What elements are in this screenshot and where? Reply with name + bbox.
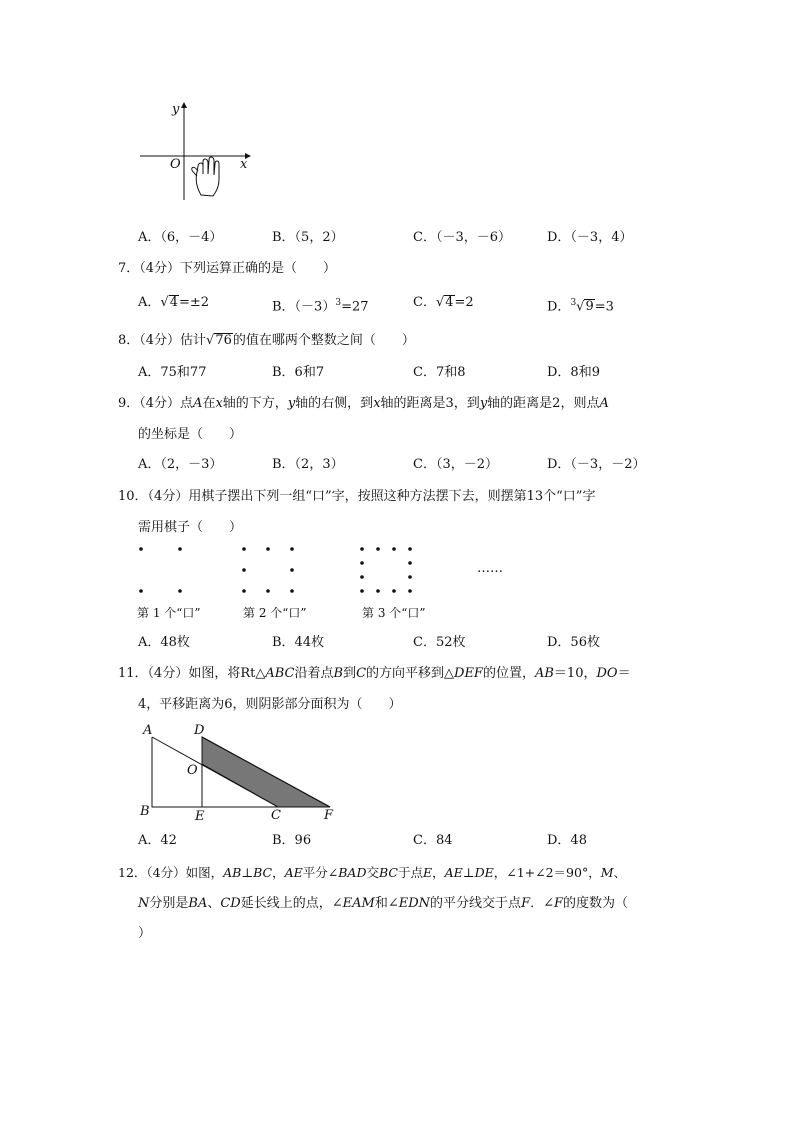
q7-d-radicand: 9 (585, 299, 594, 315)
q11-part: DO (596, 666, 618, 681)
q9-option-d[interactable]: D．（－3，－2） (547, 457, 646, 472)
dot (360, 575, 364, 579)
dot (139, 547, 143, 551)
q7-d-rest: =3 (594, 299, 614, 315)
q12-part: F (554, 896, 564, 911)
dot (139, 589, 143, 593)
q9-part: y (287, 396, 296, 411)
y-axis-label: y (172, 102, 180, 117)
q10-stem-line1: 10．（4分）用棋子摆出下列一组“口”字，按照这种方法摆下去，则摆第13个“口”字 (118, 489, 596, 504)
q8-option-b[interactable]: B．6和7 (272, 365, 325, 380)
q12-part: ， (432, 865, 445, 880)
q12-part: 交 (366, 865, 379, 880)
q11-option-a[interactable]: A．42 (138, 833, 177, 848)
q11-option-c[interactable]: C．84 (413, 833, 453, 848)
q8-stem-post: 的值在哪两个整数之间（ ） (232, 333, 415, 348)
q7-d-letter: D． (547, 299, 571, 315)
q8-radicand: 76 (215, 333, 232, 348)
label-b: B (140, 804, 150, 819)
dot (360, 561, 364, 565)
q10-stem-line2: 需用棋子（ ） (138, 520, 243, 535)
q11-stem-line2: 4，平移距离为6，则阴影部分面积为（ ） (138, 697, 402, 712)
q12-part: F (521, 896, 531, 911)
q12-part: ⊥ (241, 865, 254, 880)
q12-part: EDN (398, 896, 431, 911)
sqrt-sign-icon: √ (160, 295, 169, 310)
q12-part: ，∠1+∠2＝90°， (493, 865, 601, 880)
q9-stem-line2: 的坐标是（ ） (138, 427, 243, 442)
q7-option-d[interactable] (547, 295, 614, 315)
q12-part: EAM (342, 896, 375, 911)
q12-part: BA (188, 896, 208, 911)
q10-option-a[interactable]: A．48枚 (138, 635, 190, 650)
q6-option-d[interactable]: D．（－3，4） (547, 230, 633, 245)
q12-part: E (423, 865, 433, 880)
q11-part: AB (534, 666, 554, 681)
dot (242, 589, 246, 593)
q11-option-b[interactable]: B．96 (272, 833, 312, 848)
q9-part: x (373, 396, 381, 411)
q12-part: 于点 (397, 865, 423, 880)
q6-option-c[interactable]: C．（－3，－6） (413, 230, 511, 245)
q7-option-b[interactable] (272, 295, 369, 315)
q12-part: 延长线上的点，∠ (240, 896, 343, 911)
q11-part: 11．（4分）如图，将Rt△ (118, 666, 266, 681)
q8-stem (118, 333, 415, 349)
q8-option-d[interactable]: D．8和9 (547, 365, 600, 380)
q7-c-radicand: 4 (445, 295, 454, 310)
dot (392, 547, 396, 551)
origin-label: O (170, 157, 181, 172)
q11-part: 沿着点 (294, 666, 334, 681)
q9-part: 轴的下方， (222, 396, 288, 411)
q8-stem-pre: 8．（4分）估计 (118, 333, 207, 348)
q10-dot-pattern (135, 543, 435, 603)
q6-option-b[interactable]: B．（5，2） (272, 230, 344, 245)
q12-part: ， (272, 865, 285, 880)
q12-part: N (138, 896, 150, 911)
pattern-2 (242, 547, 294, 593)
dot (408, 575, 412, 579)
q7-a-rest: =±2 (178, 295, 210, 310)
q9-option-b[interactable]: B．（2，3） (272, 457, 344, 472)
pattern-1 (139, 547, 182, 593)
label-c: C (271, 808, 281, 823)
q7-b-exponent: 3 (335, 298, 342, 308)
q11-stem-line1 (118, 666, 631, 682)
dot (392, 589, 396, 593)
q7-b-rest: =27 (341, 299, 369, 315)
x-axis-label: x (240, 157, 248, 172)
q10-caption-2: 第 2 个“口” (243, 606, 307, 620)
dot (376, 547, 380, 551)
q9-part: 在 (202, 396, 216, 411)
q11-part: ABC (265, 666, 295, 681)
q7-a-radicand: 4 (169, 295, 178, 310)
q9-part: 9．（4分）点 (118, 396, 194, 411)
q8-option-c[interactable]: C．7和8 (413, 365, 466, 380)
q7-stem: 7．（4分）下列运算正确的是（ ） (118, 261, 337, 276)
q7-b-text: B．（－3） (272, 299, 336, 315)
q9-part: 轴的距离是3，到 (380, 396, 480, 411)
q11-part: 的方向平移到△ (366, 666, 455, 681)
q12-part: ⊥ (462, 865, 475, 880)
dot (376, 589, 380, 593)
q8-option-a[interactable]: A．75和77 (138, 365, 207, 380)
q12-part: BAD (338, 865, 367, 880)
pattern-3 (360, 547, 412, 593)
q9-part: A (193, 396, 203, 411)
q12-part: CD (220, 896, 241, 911)
q9-option-c[interactable]: C．（3，－2） (413, 457, 498, 472)
dot (242, 568, 246, 572)
q11-part: ＝ (617, 666, 631, 681)
sqrt-sign-icon: √ (576, 299, 585, 315)
q12-part: AE (284, 865, 303, 880)
q9-part: x (215, 396, 223, 411)
q11-part: 到 (343, 666, 357, 681)
q9-option-a[interactable]: A．（2，－3） (138, 457, 223, 472)
q9-part: y (479, 396, 488, 411)
q12-part: BC (379, 865, 398, 880)
q11-triangle-figure (140, 723, 340, 823)
dot (242, 547, 246, 551)
q10-caption-1: 第 1 个“口” (137, 606, 201, 620)
q12-part: 的度数为（ (563, 896, 629, 911)
q12-part: 分别是 (149, 896, 189, 911)
hand-icon (192, 157, 219, 196)
dot (178, 547, 182, 551)
q9-part: 轴的右侧，到 (295, 396, 374, 411)
q10-ellipsis: …… (477, 561, 503, 576)
label-a: A (143, 723, 153, 738)
q10-option-d[interactable]: D．56枚 (547, 635, 600, 650)
dot (408, 589, 412, 593)
q9-stem-line1 (118, 396, 609, 412)
dot (290, 568, 294, 572)
label-o: O (187, 763, 198, 778)
q7-a-letter: A． (138, 295, 161, 310)
q10-caption-3: 第 3 个“口” (362, 606, 426, 620)
dot (408, 561, 412, 565)
q12-stem-line1 (118, 865, 626, 881)
q12-stem-line2 (138, 896, 628, 912)
q9-part: A (599, 396, 609, 411)
q11-part: 的位置， (482, 666, 535, 681)
sqrt-sign-icon: √ (435, 295, 445, 310)
dot (266, 547, 270, 551)
q11-part: C (356, 666, 367, 681)
q7-d-root-index: 3 (570, 298, 577, 308)
q11-part: B (333, 666, 344, 681)
q7-c-rest: =2 (454, 295, 474, 310)
label-f: F (324, 808, 334, 823)
dot (178, 589, 182, 593)
q7-option-c[interactable] (413, 295, 474, 311)
q10-option-b[interactable]: B．44枚 (272, 635, 325, 650)
q12-part: 12．（4分）如图， (118, 865, 224, 880)
q12-part: M (600, 865, 614, 880)
q11-option-d[interactable]: D．48 (547, 833, 587, 848)
label-e: E (195, 809, 205, 824)
label-d: D (194, 723, 205, 738)
dot (290, 589, 294, 593)
q10-option-c[interactable]: C．52枚 (413, 635, 466, 650)
q12-part: AE (444, 865, 463, 880)
q12-part: 、 (207, 896, 221, 911)
dot (360, 547, 364, 551)
q12-part: DE (474, 865, 494, 880)
coordinate-axes (135, 100, 255, 210)
q12-part: AB (223, 865, 242, 880)
dot (290, 547, 294, 551)
q7-option-a[interactable] (138, 295, 209, 311)
q7-c-letter: C． (413, 295, 436, 310)
q12-part: 和∠ (374, 896, 399, 911)
q12-part: BC (253, 865, 273, 880)
dot (360, 589, 364, 593)
q6-option-a[interactable]: A．（6，－4） (138, 230, 223, 245)
q12-part: 平分∠ (302, 865, 339, 880)
q11-part: DEF (454, 666, 483, 681)
dot (408, 547, 412, 551)
q12-part: 的平分线交于点 (430, 896, 522, 911)
dot (266, 589, 270, 593)
q12-part: 、 (613, 865, 627, 880)
sqrt-sign-icon: √ (206, 333, 215, 348)
q12-stem-line3: ） (138, 926, 152, 941)
q9-part: 轴的距离是2，则点 (487, 396, 600, 411)
q11-part: ＝10， (553, 666, 597, 681)
q12-part: ．∠ (530, 896, 554, 911)
